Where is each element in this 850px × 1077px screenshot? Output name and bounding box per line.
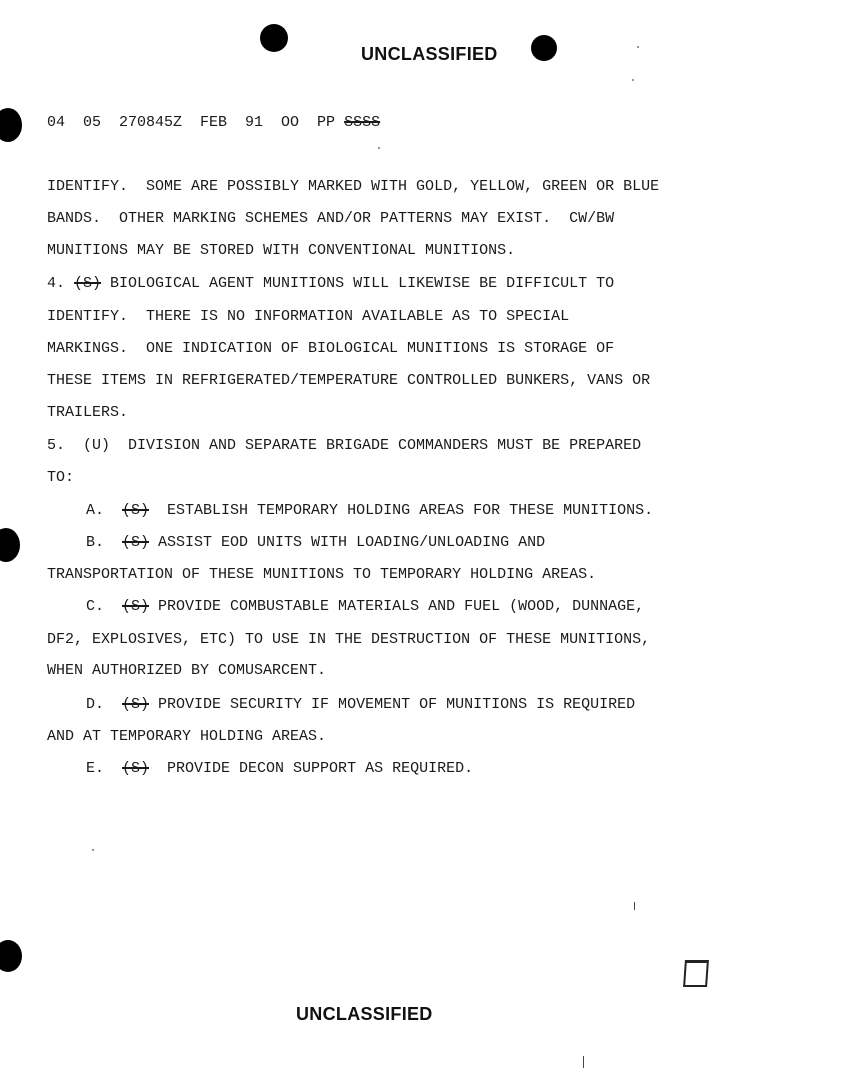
line-text: IDENTIFY. THERE IS NO INFORMATION AVAILABLE AS TO SPECIAL	[47, 308, 570, 325]
document-line	[47, 372, 650, 389]
line-text: D.	[86, 696, 123, 713]
scan-speck	[637, 46, 639, 48]
line-text-continued: PROVIDE SECURITY IF MOVEMENT OF MUNITIONS IS REQUIRED	[149, 696, 636, 713]
document-line	[47, 566, 596, 583]
struck-classification: (S)	[122, 598, 150, 615]
classification-marking-top: UNCLASSIFIED	[361, 44, 498, 64]
scan-speck	[632, 79, 634, 81]
line-text: THESE ITEMS IN REFRIGERATED/TEMPERATURE CONTROLLED BUNKERS, VANS OR	[47, 372, 651, 389]
document-line	[47, 210, 614, 227]
document-line	[86, 760, 473, 777]
document-line	[47, 275, 614, 292]
header-struck-text: SSSS	[344, 114, 381, 131]
line-text-continued: ASSIST EOD UNITS WITH LOADING/UNLOADING AND	[149, 534, 546, 551]
line-text: BANDS. OTHER MARKING SCHEMES AND/OR PATTERNS MAY EXIST. CW/BW	[47, 210, 615, 227]
line-text: TRAILERS.	[47, 404, 129, 421]
line-text: TO:	[47, 469, 75, 486]
document-line	[47, 662, 326, 679]
document-line	[47, 178, 659, 195]
line-text: C.	[86, 598, 123, 615]
struck-classification: (S)	[122, 696, 150, 713]
classification-marking-bottom: UNCLASSIFIED	[296, 1004, 433, 1024]
line-text: E.	[86, 760, 123, 777]
header-text: 04 05 270845Z FEB 91 OO PP	[47, 114, 345, 131]
message-header-line	[47, 114, 380, 131]
scan-speck	[92, 849, 94, 851]
punch-hole-left-middle	[0, 528, 20, 562]
line-text: A.	[86, 502, 123, 519]
struck-classification: (S)	[122, 760, 150, 777]
line-text: MARKINGS. ONE INDICATION OF BIOLOGICAL MUNITIONS IS STORAGE OF	[47, 340, 615, 357]
line-text: IDENTIFY. SOME ARE POSSIBLY MARKED WITH GOLD, YELLOW, GREEN OR BLUE	[47, 178, 660, 195]
line-text: 5. (U) DIVISION AND SEPARATE BRIGADE COMMANDERS MUST BE PREPARED	[47, 437, 642, 454]
struck-classification: (S)	[122, 502, 150, 519]
line-text-continued: BIOLOGICAL AGENT MUNITIONS WILL LIKEWISE BE DIFFICULT TO	[101, 275, 615, 292]
document-line	[86, 696, 635, 713]
line-text: MUNITIONS MAY BE STORED WITH CONVENTIONAL MUNITIONS.	[47, 242, 516, 259]
punch-hole-top-center	[260, 24, 288, 52]
document-line	[47, 469, 74, 486]
document-line	[86, 502, 653, 519]
document-line	[47, 728, 326, 745]
line-text-continued: ESTABLISH TEMPORARY HOLDING AREAS FOR THESE MUNITIONS.	[149, 502, 654, 519]
document-line	[47, 308, 569, 325]
document-line	[47, 404, 128, 421]
document-line	[86, 598, 644, 615]
scan-tick	[583, 1056, 584, 1068]
struck-classification: (S)	[74, 275, 102, 292]
line-text-continued: PROVIDE DECON SUPPORT AS REQUIRED.	[149, 760, 474, 777]
struck-classification: (S)	[122, 534, 150, 551]
document-line	[47, 437, 641, 454]
punch-hole-left-bottom	[0, 940, 22, 972]
punch-hole-top-right	[531, 35, 557, 61]
document-line	[47, 242, 515, 259]
line-text: WHEN AUTHORIZED BY COMUSARCENT.	[47, 662, 327, 679]
line-text: DF2, EXPLOSIVES, ETC) TO USE IN THE DESTRUCTION OF THESE MUNITIONS,	[47, 631, 651, 648]
handwritten-box-mark	[683, 960, 709, 987]
document-line	[86, 534, 545, 551]
line-text: TRANSPORTATION OF THESE MUNITIONS TO TEMPORARY HOLDING AREAS.	[47, 566, 597, 583]
scan-tick	[634, 902, 635, 910]
scan-speck	[378, 147, 380, 149]
line-text: 4.	[47, 275, 75, 292]
line-text: AND AT TEMPORARY HOLDING AREAS.	[47, 728, 327, 745]
line-text-continued: PROVIDE COMBUSTABLE MATERIALS AND FUEL (WOOD, DUNNAGE,	[149, 598, 645, 615]
document-line	[47, 340, 614, 357]
line-text: B.	[86, 534, 123, 551]
document-line	[47, 631, 650, 648]
punch-hole-left-header	[0, 108, 22, 142]
